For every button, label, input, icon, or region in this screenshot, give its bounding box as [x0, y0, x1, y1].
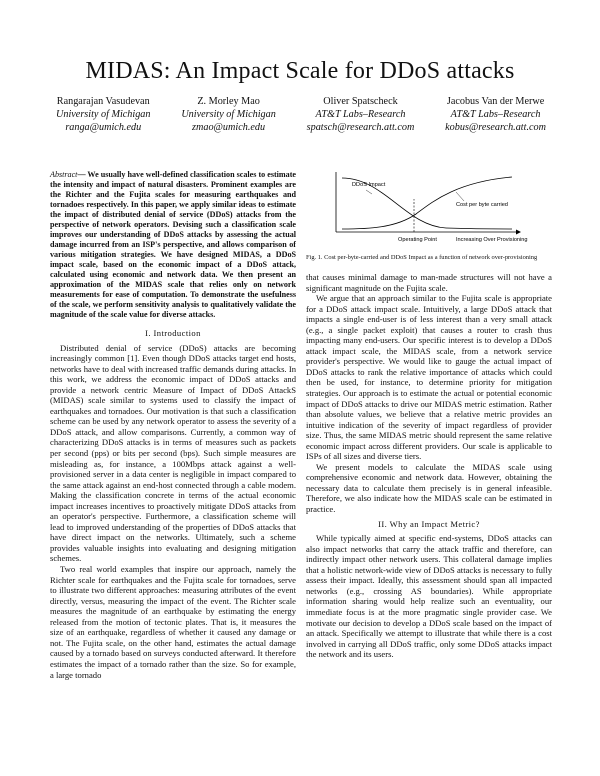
abstract-text: — We usually have well-defined classification scales to estimate the intensity and impact of natural disasters. Prominent examples are the Richter and the Fujita scales for measuring earthquakes and tornadoes respectively. In this paper, we apply similar ideas to estimate the impact of distributed denial of service (DDoS) attacks from the perspective of network operators. Devising such a classification scale improves our understanding of DDoS attacks by assessing the actual damage incurred from an ISP's perspective, and allows comparison of various mitigation strategies. We have designed MIDAS, a DDoS impact scale, based on the economic impact of a DDoS attack, calculated using economic and network data. We then present an approximation of the MIDAS scale that relies only on network measurements for ease of computation. To demonstrate the usefulness of the scale, we perform sensitivity analysis to qualitatively validate the magnitude of the scale value for diverse attacks.: [50, 170, 296, 319]
author-affiliation: AT&T Labs–Research: [450, 109, 541, 120]
author-1: [56, 95, 151, 134]
paragraph: While typically aimed at specific end-systems, DDoS attacks can also impact networks that carry the attack traffic and therefore, can indirectly impact other network users. This collateral damage implies that a holistic network-wide view of DDoS attacks is necessary to fully assess their impact. Ideally, this assessment should span all impacted networks (e.g., crossing AS boundaries). While appropriate information sharing would help realize such an eventuality, our immediate focus is at the more pragmatic single provider case. We motivate our decision to develop a DDoS scale based on the impact of an attack. Specifically we attempt to illustrate that while there is a cost involved in carrying all DDoS traffic, only some DDoS attacks impact the network and its users.: [306, 533, 552, 660]
paper-title: MIDAS: An Impact Scale for DDoS attacks: [85, 58, 515, 84]
right-column: [306, 272, 552, 660]
x-axis-arrowhead: [516, 230, 521, 235]
figure-diagram: [306, 168, 552, 250]
author-name: Rangarajan Vasudevan: [56, 96, 150, 107]
author-block: [56, 95, 546, 134]
label-ddos-impact: DDoS Impact: [352, 182, 386, 188]
author-email: spatsch@research.att.com: [306, 122, 415, 133]
section-heading-introduction: I. Introduction: [145, 328, 201, 338]
author-affiliation: University of Michigan: [181, 109, 276, 120]
author-affiliation: University of Michigan: [56, 109, 151, 120]
paragraph: We argue that an approach similar to the Fujita scale is appropriate for a DDoS attack impact scale. Intuitively, a large DDoS attack that impacts a single end-user is of less interest than a very small attack (e.g., a single packet exploit) that causes a router to crash thus impacting many end-users. Our specific interest is to develop a DDoS attack impact scale, the MIDAS scale, from a network service provider's perspective. We would like to gauge the actual impact of DDoS attacks to rank the relative importance of attacks which could then be used, for instance, to determine priority for mitigation strategies. Our approach is to estimate the actual or potential economic impact of DDoS attacks to drive our MIDAS metric estimation. Rather than absolute values, we believe that a relative metric provides an intuitive indication of the severity of impact regardless of provider size. Thus, the same MIDAS metric should represent the same relative economic impact across different providers. Our scale is applicable to ISPs of all sizes and diverse tiers.: [306, 293, 552, 462]
paragraph: Distributed denial of service (DDoS) attacks are becoming increasingly common [1]. Even though DDoS attacks target end hosts, networks have to deal with increased traffic demands during attacks. In this work, we address the economic impact of DDoS attacks and provide a network centric Measure of Impact of DDoS AttackS (MIDAS) scale similar to systems used to classify the impact of earthquakes and tornadoes. Our motivation is that such a classification scheme can be used by any network operator to assess the severity of a DDoS attack, and allow comparisons. Currently, a common way of characterizing DDoS attacks is in terms of measures such as packets per second (pps) or bits per second (bps). Such simple measures are misleading as, for instance, a 100Mbps attack against a well-provisioned server in a data center is negligible in impact compared to the same attack against an end-host connected through a cable modem. Making the classification concrete in terms of the actual economic impact increases incentives to proactively mitigate DDoS attacks from an operator's perspective. Furthermore, a classification scheme will lead to improved understanding of the properties of DDoS attacks that have direct impact on the networks. Ultimately, such a scheme provides valuable insights into evaluating and designing mitigation schemes.: [50, 342, 296, 564]
label-increasing-overprovisioning: Increasing Over Provisioning: [456, 237, 528, 243]
section-heading-why-impact: II. Why an Impact Metric?: [378, 518, 480, 529]
author-email: zmao@umich.edu: [192, 122, 266, 133]
paragraph: Two real world examples that inspire our approach, namely the Richter scale for earthquakes and the Fujita scale for tornadoes, serve to illustrate two different approaches: measuring attributes of the event directly, versus, measuring the impact of the event. The Richter scale measures the magnitude of an earthquake by estimating the energy released from the motion of tectonic plates. That is, it measures the size of an earthquake, regardless of whether it caused any damage or not. The Fujita scale, on the other hand, estimates the actual damage caused by a tornado based on surveys conducted afterward. It therefore estimates the impact of a tornado rather than the size. So for example, a large tornado: [50, 564, 296, 680]
author-name: Jacobus Van der Merwe: [446, 96, 545, 107]
author-email: kobus@research.att.com: [445, 122, 546, 133]
author-name: Oliver Spatscheck: [323, 96, 398, 107]
left-column: [50, 170, 296, 680]
paragraph: We present models to calculate the MIDAS scale using comprehensive economic and network data. However, obtaining the necessary data to calculate them precisely is in general infeasible. Therefore, we also indicate how the MIDAS scale can be estimated in practice.: [306, 461, 552, 515]
label-cost-pointer: [456, 192, 464, 201]
author-2: [181, 95, 276, 134]
author-affiliation: AT&T Labs–Research: [315, 109, 406, 120]
author-name: Z. Morley Mao: [197, 96, 260, 107]
author-3: [307, 95, 415, 134]
figure-1: [306, 168, 552, 262]
abstract-label: Abstract: [50, 170, 78, 179]
abstract: [50, 170, 296, 320]
figure-caption: Fig. 1. Cost per-byte-carried and DDoS Impact as a function of network over-provisioning: [306, 254, 538, 261]
label-cost-per-byte: Cost per byte carried: [456, 202, 508, 208]
label-ddos-impact-pointer: [366, 190, 372, 194]
author-email: ranga@umich.edu: [65, 122, 142, 133]
label-operating-point: Operating Point: [398, 237, 437, 243]
paragraph: that causes minimal damage to man-made structures will not have a significant magnitude on the Fujita scale.: [306, 272, 552, 293]
author-4: [445, 95, 546, 134]
